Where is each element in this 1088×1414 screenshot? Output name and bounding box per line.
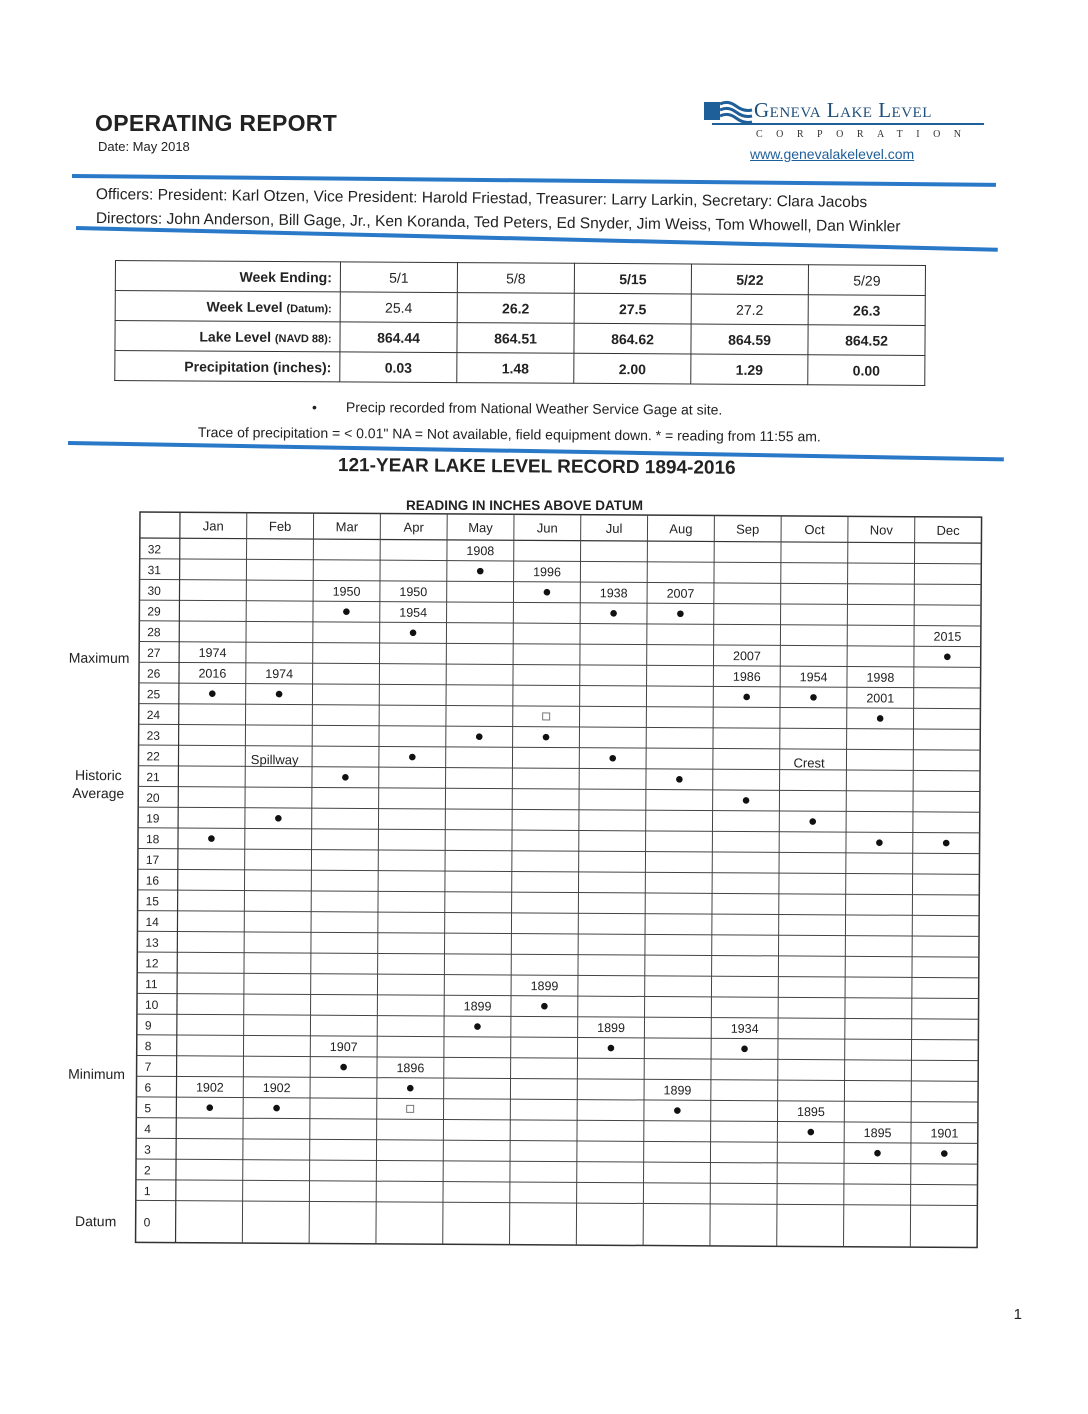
website-link[interactable]: www.genevalakelevel.com (750, 146, 915, 162)
precipitation-cell: 1.48 (457, 353, 574, 384)
historic-average-point (275, 815, 282, 822)
year-label: 1896 (396, 1061, 425, 1076)
gridline-vertical (777, 516, 781, 1246)
month-header: Mar (335, 519, 359, 535)
header-divider (140, 538, 982, 543)
week-ending-label-text: Week Ending: (239, 268, 332, 285)
year-label: 1899 (463, 999, 492, 1014)
row-label: 21 (146, 770, 160, 785)
precipitation-cell: 0.03 (340, 352, 457, 383)
historic-average-point (476, 733, 483, 740)
month-header: Feb (268, 518, 292, 534)
historic-average-point (342, 774, 349, 781)
gridline-vertical (510, 514, 514, 1244)
lake-level-cell: 864.51 (457, 323, 574, 354)
historic-average-point (743, 797, 750, 804)
week-level-cell: 25.4 (340, 292, 457, 323)
maximum-point (944, 653, 951, 660)
row-label: 18 (145, 832, 160, 847)
hollow-marker (407, 1105, 414, 1112)
year-label: 1986 (732, 669, 761, 684)
year-label: 1934 (730, 1021, 759, 1036)
gridline-horizontal (137, 993, 979, 998)
maximum-point (877, 715, 884, 722)
row-label: 25 (146, 687, 161, 702)
gridline-horizontal (139, 724, 981, 729)
gridline-vertical (576, 515, 580, 1245)
gridline-horizontal (140, 579, 982, 584)
precipitation-cell: 0.00 (808, 355, 925, 386)
historic-average-point (208, 835, 215, 842)
historic-average-point (676, 776, 683, 783)
lake-level-cell: 864.52 (808, 325, 925, 356)
note-bullet: • (312, 399, 317, 415)
annotation-label: Crest (793, 755, 825, 771)
gridline-vertical (242, 513, 246, 1243)
row-label: 8 (144, 1039, 152, 1054)
year-label: 1895 (796, 1104, 825, 1120)
row-label: 24 (146, 707, 161, 723)
year-label: 1974 (198, 645, 227, 661)
year-label: 2016 (198, 666, 227, 681)
maximum-point (477, 568, 484, 575)
month-header: Oct (804, 522, 825, 538)
gridline-horizontal (137, 1014, 979, 1019)
row-label: 11 (145, 977, 158, 992)
year-label: 1899 (530, 979, 559, 994)
minimum-point (674, 1107, 681, 1114)
gridline-horizontal (138, 828, 980, 833)
historic-average-point (543, 734, 550, 741)
minimum-point (407, 1085, 414, 1092)
lake-level-cell: 864.59 (691, 324, 808, 355)
lake-level-cell: 864.62 (574, 323, 691, 354)
month-header: Dec (936, 522, 960, 539)
month-header: Jan (202, 518, 224, 534)
month-header: Aug (669, 521, 693, 537)
minimum-point (474, 1023, 481, 1030)
maximum-point (410, 630, 417, 637)
gridline-vertical (844, 516, 848, 1246)
lake-level-unit: (NAVD 88): (274, 332, 332, 345)
week-ending-cell: 5/1 (340, 262, 457, 293)
month-header: Apr (403, 519, 424, 535)
maximum-point (743, 694, 750, 701)
week-level-unit: (Datum): (286, 302, 332, 315)
month-header: May (468, 520, 493, 536)
gridline-horizontal (136, 1138, 978, 1143)
report-date: Date: May 2018 (98, 139, 190, 154)
officers-line: Officers: President: Karl Otzen, Vice President: Harold Friestad, Treasurer: Larry Larkin, Secretary: Clara Jacobs (95, 186, 868, 212)
row-label: 2 (143, 1163, 151, 1178)
side-label: Maximum (68, 649, 130, 666)
row-label: 9 (144, 1018, 152, 1033)
gridline-horizontal (136, 1118, 978, 1123)
gridline-horizontal (136, 1097, 978, 1102)
week-ending-cell: 5/22 (691, 264, 808, 295)
maximum-point (343, 608, 350, 615)
year-label: 1954 (799, 670, 828, 685)
week-level-cell: 27.5 (574, 293, 691, 324)
month-header: Jun (536, 520, 558, 536)
minimum-point (874, 1150, 881, 1157)
row-label: 14 (145, 914, 159, 930)
gridline-vertical (443, 514, 447, 1244)
row-label: 30 (147, 583, 161, 598)
precipitation-label: Precipitation (inches): (115, 351, 340, 382)
gridline-horizontal (136, 1159, 978, 1164)
row-label: 13 (145, 935, 159, 950)
record-subtitle: READING IN INCHES ABOVE DATUM (406, 498, 644, 513)
historic-average-point (409, 754, 416, 761)
logo-corporation: CORPORATION (756, 129, 975, 140)
week-level-cell: 26.3 (808, 295, 925, 326)
gridline-horizontal (140, 559, 982, 564)
row-label: 26 (146, 666, 161, 681)
gridline-horizontal (137, 973, 979, 978)
side-label: Minimum (68, 1065, 126, 1083)
year-label: 1996 (533, 565, 561, 580)
year-label: 1950 (332, 584, 361, 599)
row-label: 12 (145, 956, 159, 971)
lake-level-cell: 864.44 (340, 322, 457, 353)
gridline-vertical (643, 515, 647, 1245)
gridline-horizontal (137, 1055, 979, 1060)
note-gage: Precip recorded from National Weather Service Gage at site. (345, 399, 723, 418)
row-label: 23 (146, 728, 161, 743)
gridline-horizontal (136, 1200, 978, 1205)
gridline-horizontal (138, 786, 980, 791)
year-label: 1938 (599, 586, 628, 601)
year-label: 1902 (195, 1080, 224, 1095)
minimum-point (941, 1150, 948, 1157)
row-label: 7 (144, 1059, 152, 1074)
month-header: Sep (736, 521, 760, 537)
minimum-point (608, 1045, 615, 1052)
row-label: 3 (144, 1142, 151, 1157)
row-label: 32 (147, 542, 162, 557)
row-label: 20 (146, 790, 160, 805)
week-level-cell: 26.2 (457, 293, 574, 324)
year-label: 1895 (863, 1126, 892, 1141)
gridline-horizontal (139, 641, 981, 646)
year-label: 1974 (265, 666, 294, 682)
lake-level-label-text: Lake Level (199, 328, 272, 345)
annotation-label: Spillway (250, 752, 299, 768)
year-label: 2007 (666, 586, 695, 601)
row-label: 1 (143, 1184, 151, 1199)
maximum-point (544, 589, 551, 596)
gridline-horizontal (138, 848, 980, 853)
historic-average-point (809, 818, 816, 825)
gridline-vertical (910, 517, 914, 1247)
record-title: 121-YEAR LAKE LEVEL RECORD 1894-2016 (337, 455, 736, 479)
gridline-horizontal (136, 1180, 978, 1185)
gridline-horizontal (139, 621, 981, 626)
year-label: 1954 (399, 605, 428, 620)
minimum-point (541, 1003, 548, 1010)
page-number: 1 (1013, 1306, 1022, 1323)
gridline-vertical (309, 513, 313, 1243)
gridline-horizontal (139, 745, 981, 750)
side-label: Average (72, 784, 125, 802)
gridline-horizontal (137, 952, 979, 957)
year-label: 1902 (262, 1080, 291, 1096)
year-label: 1907 (329, 1039, 358, 1055)
year-label: 1950 (399, 584, 428, 600)
row-label: 0 (143, 1215, 151, 1230)
gridline-horizontal (137, 931, 979, 936)
gridline-horizontal (138, 911, 980, 916)
row-label: 29 (147, 604, 161, 619)
maximum-point (610, 610, 617, 617)
gridline-horizontal (139, 600, 981, 605)
row-label: 10 (144, 997, 159, 1012)
week-ending-cell: 5/15 (574, 263, 691, 294)
row-label: 27 (147, 645, 161, 660)
year-label: 1901 (930, 1126, 959, 1141)
week-ending-cell: 5/29 (808, 265, 925, 296)
row-label: 6 (144, 1080, 152, 1095)
month-header: Jul (605, 520, 623, 536)
year-label: 1899 (663, 1083, 692, 1098)
gridline-vertical (710, 516, 714, 1246)
minimum-point (340, 1064, 347, 1071)
precipitation-cell: 2.00 (574, 353, 691, 384)
minimum-point (808, 1129, 815, 1136)
row-label: 16 (145, 873, 160, 888)
maximum-point (209, 690, 216, 697)
maximum-point (677, 610, 684, 617)
week-ending-cell: 5/8 (457, 263, 574, 294)
gridline-horizontal (139, 683, 981, 688)
precipitation-cell: 1.29 (691, 354, 808, 385)
row-label: 17 (145, 852, 160, 867)
row-label: 28 (147, 625, 161, 640)
row-label: 15 (145, 894, 160, 909)
minimum-point (206, 1104, 213, 1111)
directors-line: Directors: John Anderson, Bill Gage, Jr., Ken Koranda, Ted Peters, Ed Snyder, Jim Weiss, Tom Whowell, Dan Winkler (95, 210, 901, 236)
year-label: 2015 (933, 629, 962, 644)
row-label: 31 (147, 563, 162, 578)
side-label: Historic (75, 766, 122, 784)
gridline-horizontal (138, 890, 980, 895)
historic-average-point (943, 840, 950, 847)
year-label: 1998 (866, 670, 895, 685)
gridline-horizontal (138, 807, 980, 812)
year-label: 2001 (866, 691, 895, 706)
row-label: 4 (144, 1121, 151, 1137)
logo-name: Geneva Lake Level (754, 98, 932, 122)
row-label: 5 (144, 1101, 152, 1116)
year-label: 1908 (466, 543, 495, 559)
minimum-point (273, 1105, 280, 1112)
gridline-horizontal (138, 869, 980, 874)
year-label: 1899 (597, 1020, 626, 1036)
maximum-point (276, 691, 283, 698)
year-label: 2007 (732, 649, 761, 664)
hollow-marker (543, 713, 550, 720)
gridline-horizontal (137, 1035, 979, 1040)
week-level-cell: 27.2 (691, 294, 808, 325)
week-level-label-text: Week Level (206, 298, 283, 315)
gridline-horizontal (139, 704, 981, 709)
row-label: 19 (146, 811, 160, 826)
label-column-divider (176, 512, 180, 1242)
historic-average-point (609, 755, 616, 762)
side-label: Datum (75, 1213, 117, 1230)
historic-average-point (876, 839, 883, 846)
note-trace: Trace of precipitation = < 0.01" NA = Not available, field equipment down. * = reading from 11:55 am. (197, 424, 821, 445)
chart-frame (136, 512, 982, 1248)
month-header: Nov (869, 522, 893, 538)
row-label: 22 (146, 749, 160, 764)
report-title: OPERATING REPORT (95, 110, 338, 136)
gridline-vertical (376, 513, 380, 1243)
minimum-point (741, 1046, 748, 1053)
maximum-point (810, 694, 817, 701)
